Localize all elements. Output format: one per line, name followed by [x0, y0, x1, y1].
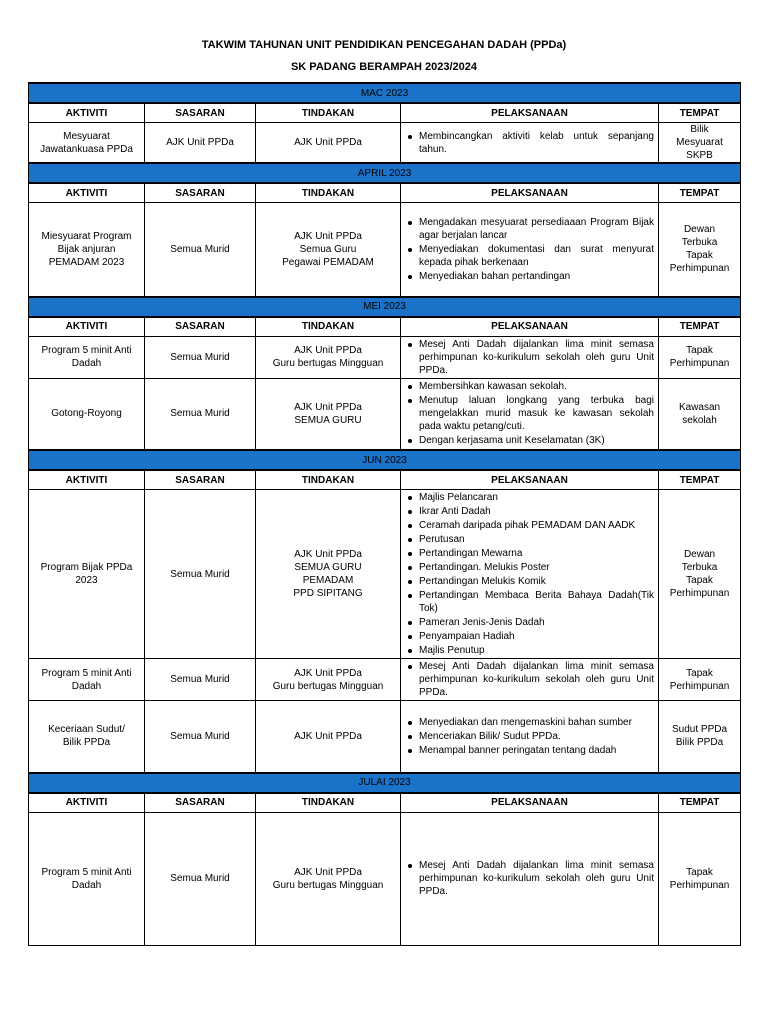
month-label: APRIL 2023: [29, 163, 741, 183]
cell-aktiviti: [29, 490, 145, 659]
cell-tempat: [659, 490, 741, 659]
cell-pelaksanaan: [401, 490, 659, 659]
pelaksanaan-item: Menyediakan dokumentasi dan surat menyurat kepada pihak berkenaan: [405, 243, 654, 269]
column-header-row: [29, 793, 741, 813]
month-label: JULAI 2023: [29, 773, 741, 793]
column-header-tempat: TEMPAT: [659, 103, 741, 123]
column-header-tindakan: TINDAKAN: [256, 470, 401, 490]
aktiviti-text: Bijak anjuran: [57, 243, 116, 255]
column-header-tempat: TEMPAT: [659, 183, 741, 203]
aktiviti-text: Keceriaan Sudut/: [48, 724, 125, 736]
sasaran-text: Semua Murid: [170, 243, 230, 255]
aktiviti-text: Dadah: [71, 358, 102, 369]
column-header-pelaksanaan: PELAKSANAAN: [401, 470, 659, 490]
tindakan-text: AJK Unit PPDa: [294, 730, 362, 742]
tempat-text: Bilik: [690, 124, 709, 135]
tempat-text: Mesyuarat: [676, 137, 723, 148]
activity-row: [29, 123, 741, 164]
cell-aktiviti: [29, 812, 145, 945]
cell-pelaksanaan: [401, 203, 659, 297]
column-header-aktiviti: AKTIVITI: [29, 793, 145, 813]
column-header-tindakan: TINDAKAN: [256, 793, 401, 813]
sasaran-text: Semua Murid: [170, 873, 230, 884]
activity-row: [29, 701, 741, 773]
month-header-row: [29, 773, 741, 793]
column-header-aktiviti: AKTIVITI: [29, 183, 145, 203]
pelaksanaan-item: Pertandingan Membaca Berita Bahaya Dadah(Tik Tok): [405, 589, 654, 615]
pelaksanaan-list: [405, 660, 654, 699]
column-header-aktiviti: AKTIVITI: [29, 103, 145, 123]
cell-tempat: [659, 336, 741, 378]
tempat-text: Perhimpunan: [669, 879, 730, 891]
tindakan-text: AJK Unit PPDa: [294, 549, 362, 560]
column-header-tindakan: TINDAKAN: [256, 183, 401, 203]
pelaksanaan-item: Mengadakan mesyuarat persediaaan Program Bijak agar berjalan lancar: [405, 216, 654, 242]
pelaksanaan-list: [405, 216, 654, 283]
aktiviti-text: Miesyuarat Program: [41, 230, 132, 242]
pelaksanaan-item: Mesej Anti Dadah dijalankan lima minit semasa perhimpunan ko-kurikulum sekolah oleh guru Unit PPDa.: [405, 859, 654, 898]
pelaksanaan-item: Pertandingan. Melukis Poster: [405, 561, 654, 574]
tempat-text: SKPB: [686, 150, 713, 161]
column-header-sasaran: SASARAN: [145, 183, 256, 203]
column-header-aktiviti: AKTIVITI: [29, 470, 145, 490]
cell-pelaksanaan: [401, 812, 659, 945]
sasaran-text: AJK Unit PPDa: [166, 137, 234, 148]
cell-tindakan: [256, 378, 401, 450]
pelaksanaan-item: Perutusan: [405, 533, 654, 546]
tindakan-text: AJK Unit PPDa: [294, 345, 362, 356]
month-label: MAC 2023: [29, 83, 741, 103]
column-header-sasaran: SASARAN: [145, 470, 256, 490]
tindakan-text: AJK Unit PPDa: [294, 667, 362, 679]
column-header-sasaran: SASARAN: [145, 317, 256, 337]
cell-tempat: [659, 123, 741, 164]
cell-tempat: [659, 701, 741, 773]
cell-tindakan: [256, 336, 401, 378]
cell-tempat: [659, 659, 741, 701]
pelaksanaan-item: Ceramah daripada pihak PEMADAM DAN AADK: [405, 519, 654, 532]
pelaksanaan-item: Pertandingan Mewarna: [405, 547, 654, 560]
cell-tindakan: [256, 659, 401, 701]
column-header-row: [29, 317, 741, 337]
document-title: TAKWIM TAHUNAN UNIT PENDIDIKAN PENCEGAHAN DADAH (PPDa): [201, 39, 567, 51]
tempat-text: Perhimpunan: [669, 680, 730, 692]
column-header-sasaran: SASARAN: [145, 793, 256, 813]
cell-tindakan: [256, 701, 401, 773]
activity-row: [29, 336, 741, 378]
tempat-text: Sudut PPDa: [672, 724, 728, 736]
pelaksanaan-item: Mesej Anti Dadah dijalankan lima minit semasa perhimpunan ko-kurikulum sekolah oleh guru Unit PPDa.: [405, 338, 654, 377]
column-header-tempat: TEMPAT: [659, 470, 741, 490]
tempat-text: Tapak: [686, 345, 713, 356]
aktiviti-text: Bilik PPDa: [62, 737, 111, 749]
pelaksanaan-item: Majlis Pelancaran: [405, 491, 654, 504]
tindakan-text: Guru bertugas Mingguan: [272, 879, 384, 891]
pelaksanaan-item: Majlis Penutup: [405, 644, 654, 657]
column-header-tempat: TEMPAT: [659, 317, 741, 337]
sasaran-text: Semua Murid: [170, 568, 230, 580]
aktiviti-text: Mesyuarat: [63, 130, 110, 142]
tempat-text: Dewan: [683, 549, 716, 560]
cell-sasaran: [145, 701, 256, 773]
month-label: JUN 2023: [29, 450, 741, 470]
schedule-table: [28, 82, 741, 946]
tindakan-text: Guru bertugas Mingguan: [272, 358, 384, 369]
aktiviti-text: Program Bijak PPDa: [40, 562, 133, 573]
pelaksanaan-list: [405, 130, 654, 156]
tempat-text: Perhimpunan: [669, 358, 730, 369]
column-header-pelaksanaan: PELAKSANAAN: [401, 103, 659, 123]
activity-row: [29, 812, 741, 945]
column-header-row: [29, 470, 741, 490]
cell-aktiviti: [29, 203, 145, 297]
column-header-row: [29, 103, 741, 123]
month-header-row: [29, 450, 741, 470]
tindakan-text: Guru bertugas Mingguan: [272, 680, 384, 692]
pelaksanaan-item: Penyampaian Hadiah: [405, 630, 654, 643]
cell-sasaran: [145, 203, 256, 297]
tindakan-text: PPD SIPITANG: [293, 588, 363, 599]
tempat-text: Terbuka: [681, 237, 718, 249]
column-header-sasaran: SASARAN: [145, 103, 256, 123]
cell-pelaksanaan: [401, 378, 659, 450]
tempat-text: Kawasan: [678, 401, 721, 413]
sasaran-text: Semua Murid: [170, 408, 230, 420]
tempat-text: Dewan: [683, 224, 716, 236]
tempat-text: Tapak: [686, 866, 713, 878]
cell-aktiviti: [29, 378, 145, 450]
cell-aktiviti: [29, 701, 145, 773]
aktiviti-text: Dadah: [71, 680, 102, 692]
tindakan-text: AJK Unit PPDa: [294, 866, 362, 878]
pelaksanaan-item: Mesej Anti Dadah dijalankan lima minit semasa perhimpunan ko-kurikulum sekolah oleh guru Unit PPDa.: [405, 660, 654, 699]
column-header-pelaksanaan: PELAKSANAAN: [401, 183, 659, 203]
cell-tempat: [659, 378, 741, 450]
aktiviti-text: Dadah: [71, 879, 102, 891]
cell-sasaran: [145, 336, 256, 378]
tindakan-text: SEMUA GURU: [294, 414, 362, 426]
cell-sasaran: [145, 490, 256, 659]
tindakan-text: AJK Unit PPDa: [294, 230, 362, 242]
column-header-pelaksanaan: PELAKSANAAN: [401, 793, 659, 813]
activity-row: [29, 203, 741, 297]
cell-sasaran: [145, 659, 256, 701]
tindakan-text: Semua Guru: [299, 243, 357, 255]
cell-tindakan: [256, 812, 401, 945]
pelaksanaan-item: Menutup laluan longkang yang terbuka bagi mengelakkan murid masuk ke kawasan sekolah pada waktu petang/cuti.: [405, 394, 654, 433]
aktiviti-text: PEMADAM 2023: [48, 256, 125, 268]
tempat-text: Terbuka: [681, 562, 718, 573]
tempat-text: sekolah: [682, 414, 717, 426]
cell-aktiviti: [29, 123, 145, 164]
cell-tindakan: [256, 203, 401, 297]
cell-tempat: [659, 203, 741, 297]
pelaksanaan-item: Menampal banner peringatan tentang dadah: [405, 744, 654, 757]
cell-sasaran: [145, 378, 256, 450]
column-header-aktiviti: AKTIVITI: [29, 317, 145, 337]
cell-tempat: [659, 812, 741, 945]
cell-pelaksanaan: [401, 701, 659, 773]
pelaksanaan-item: Ikrar Anti Dadah: [405, 505, 654, 518]
column-header-tindakan: TINDAKAN: [256, 103, 401, 123]
aktiviti-text: Jawatankuasa PPDa: [40, 143, 133, 155]
pelaksanaan-item: Pameran Jenis-Jenis Dadah: [405, 616, 654, 629]
tindakan-text: SEMUA GURU: [294, 562, 362, 573]
pelaksanaan-item: Membersihkan kawasan sekolah.: [405, 380, 654, 393]
cell-tindakan: [256, 490, 401, 659]
tempat-text: Tapak: [686, 575, 713, 586]
activity-row: [29, 378, 741, 450]
column-header-pelaksanaan: PELAKSANAAN: [401, 317, 659, 337]
month-header-row: [29, 297, 741, 317]
pelaksanaan-item: Menceriakan Bilik/ Sudut PPDa.: [405, 730, 654, 743]
aktiviti-text: Program 5 minit Anti: [41, 667, 132, 679]
column-header-tempat: TEMPAT: [659, 793, 741, 813]
tempat-text: Tapak: [686, 667, 713, 679]
tindakan-text: Pegawai PEMADAM: [282, 256, 374, 268]
cell-sasaran: [145, 123, 256, 164]
pelaksanaan-item: Membincangkan aktiviti kelab untuk sepanjang tahun.: [405, 130, 654, 156]
pelaksanaan-item: Menyediakan bahan pertandingan: [405, 270, 654, 283]
month-header-row: [29, 163, 741, 183]
tindakan-text: AJK Unit PPDa: [294, 137, 362, 148]
pelaksanaan-list: [405, 859, 654, 898]
activity-row: [29, 490, 741, 659]
cell-aktiviti: [29, 659, 145, 701]
cell-pelaksanaan: [401, 123, 659, 164]
cell-pelaksanaan: [401, 336, 659, 378]
cell-pelaksanaan: [401, 659, 659, 701]
pelaksanaan-item: Menyediakan dan mengemaskini bahan sumber: [405, 716, 654, 729]
aktiviti-text: Program 5 minit Anti: [41, 345, 132, 356]
tindakan-text: AJK Unit PPDa: [294, 401, 362, 413]
activity-row: [29, 659, 741, 701]
column-header-row: [29, 183, 741, 203]
pelaksanaan-item: Dengan kerjasama unit Keselamatan (3K): [405, 434, 654, 447]
pelaksanaan-list: [405, 716, 654, 757]
aktiviti-text: Gotong-Royong: [51, 408, 122, 420]
tempat-text: Perhimpunan: [669, 263, 730, 275]
column-header-tindakan: TINDAKAN: [256, 317, 401, 337]
cell-tindakan: [256, 123, 401, 164]
month-header-row: [29, 83, 741, 103]
pelaksanaan-list: [405, 338, 654, 377]
aktiviti-text: Program 5 minit Anti: [41, 866, 132, 878]
pelaksanaan-list: [405, 380, 654, 447]
aktiviti-text: 2023: [75, 575, 98, 586]
cell-aktiviti: [29, 336, 145, 378]
tindakan-text: PEMADAM: [302, 575, 354, 586]
sasaran-text: Semua Murid: [170, 351, 230, 363]
pelaksanaan-item: Pertandingan Melukis Komik: [405, 575, 654, 588]
tempat-text: Tapak: [686, 250, 713, 262]
sasaran-text: Semua Murid: [170, 730, 230, 742]
tempat-text: Bilik PPDa: [675, 737, 724, 749]
cell-sasaran: [145, 812, 256, 945]
sasaran-text: Semua Murid: [170, 674, 230, 685]
month-label: MEI 2023: [29, 297, 741, 317]
tempat-text: Perhimpunan: [669, 588, 730, 599]
pelaksanaan-list: [405, 491, 654, 657]
document-subtitle: SK PADANG BERAMPAH 2023/2024: [290, 61, 478, 73]
